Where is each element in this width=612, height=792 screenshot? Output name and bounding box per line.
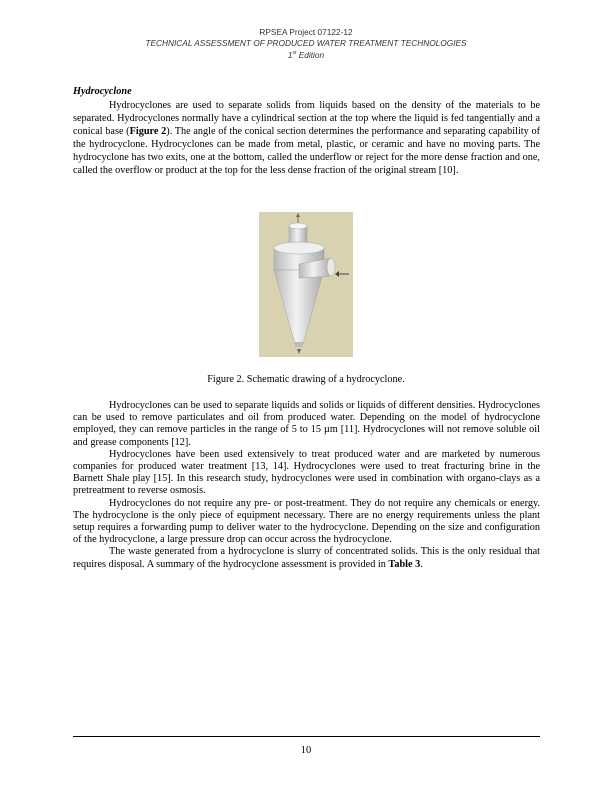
page-number: 10 [300,745,312,756]
paragraph-separation: Hydrocyclones can be used to separate liquids and solids or liquids of different densities. Hydrocyclones can be used to remove particulates and oil from produced water. Depending on the model of hydrocyclone employed, they can remove particles in the range of 5 to 15 µm [11]. Hydrocyclones will not remove soluble oil and grease components [12]. [73,400,540,448]
section-heading: Hydrocyclone [73,86,132,97]
hydrocyclone-figure [259,212,353,357]
section-hydrocyclone [73,85,540,177]
table-ref: Table 3 [388,558,421,570]
edition-line: 1st Edition [287,49,325,60]
figure-ref: Figure 2 [129,126,167,137]
section-body [73,400,540,571]
paragraph-requirements: Hydrocyclones do not require any pre- or post-treatment. They do not require any chemicals or energy. The hydrocyclone is the only piece of equipment necessary. There are no energy requirements unless the plant setup requires a forwarding pump to deliver water to the hydrocyclone. Depending on the size and configuration of the hydrocyclone, a large pressure drop can occur across the hydrocyclone. [73,497,540,546]
paragraph-waste: The waste generated from a hydrocyclone is slurry of concentrated solids. This is the only residual that requires disposal. A summary of the hydrocyclone assessment is provided in Table 3. [73,546,540,570]
page-header [0,27,612,60]
paragraph-intro: Hydrocyclones are used to separate solids from liquids based on the density of the materials to be separated. Hydrocyclones normally have a cylindrical section at the top where the liquid is fed tangentially and a conical base (Figure 2). The angle of the conical section determines the performance and separating capability of the hydrocyclone. Hydrocyclones can be made from metal, plastic, or ceramic and have no moving parts. The hydrocyclone has two exits, one at the bottom, called the underflow or reject for the more dense fraction and one, called the overflow or product at the top for the less dense fraction of the original stream [10]. [73,100,540,176]
footer-rule [73,736,540,737]
report-title: TECHNICAL ASSESSMENT OF PRODUCED WATER TREATMENT TECHNOLOGIES [145,37,467,48]
underflow-outlet [295,342,303,347]
paragraph-usage: Hydrocyclones have been used extensively to treat produced water and are marketed by numerous companies for produced water treatment [13, 14]. Hydrocyclones were used to treat fracturing brine in the Barnett Shale play [15]. In this research study, hydrocyclones were used in combination with organo-clays as a pretreatment to reverse osmosis. [73,448,540,497]
project-id: RPSEA Project 07122-12 [259,27,353,37]
figure-caption: Figure 2. Schematic drawing of a hydrocyclone. [207,374,405,385]
